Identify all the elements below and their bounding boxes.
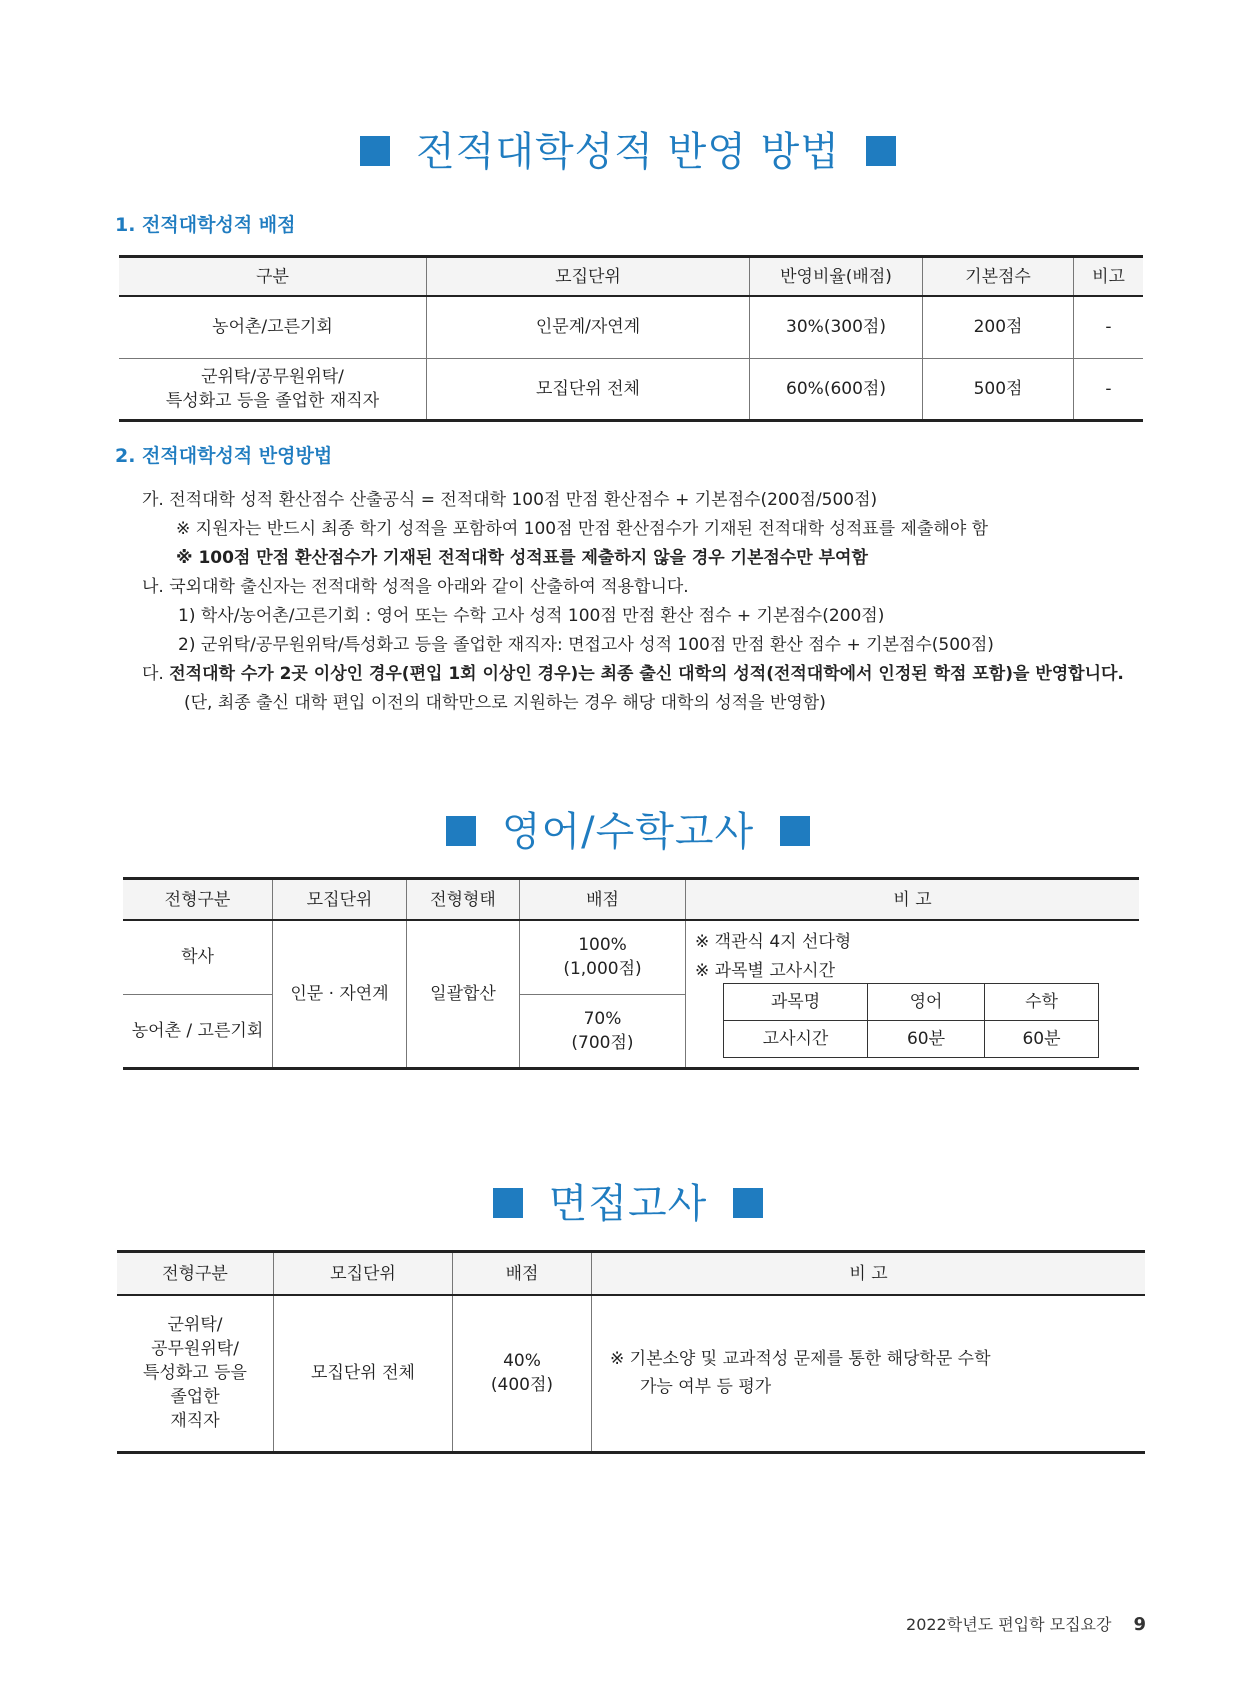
section-title-english-math: 영어/수학고사: [0, 800, 1256, 857]
table-row: [119, 296, 1143, 358]
table-cell: 학사: [123, 920, 273, 994]
table-cell: 농어촌 / 고른기회: [131, 1020, 264, 1041]
method-line-da-note: (단, 최종 출신 대학 편입 이전의 대학만으로 지원하는 경우 해당 대학의 성적을 반영함): [184, 693, 826, 713]
table-cell: [592, 1295, 1146, 1452]
method-note-2: ※ 100점 만점 환산점수가 기재된 전적대학 성적표를 제출하지 않을 경우 기본점수만 부여함: [176, 548, 868, 568]
table-cell: 모집단위 전체: [427, 358, 750, 420]
table-cell: 200점: [923, 296, 1074, 358]
cell-line: 40%: [503, 1351, 541, 1372]
method-line-da: [142, 659, 1124, 684]
page-footer: [906, 1612, 1146, 1635]
table-header: 배점: [520, 879, 686, 921]
table-cell: 인문 · 자연계: [273, 920, 407, 1068]
table-cell: [520, 920, 686, 994]
cell-line: 공무원위탁/: [151, 1339, 239, 1360]
table-header: 반영비율(배점): [750, 257, 923, 297]
table-header: 비고: [1074, 257, 1144, 297]
grade-points-table: [119, 255, 1143, 422]
cell-line: 70%: [583, 1008, 622, 1029]
table-cell: 500점: [923, 358, 1074, 420]
cell-line: 특성화고 등을 졸업한 재직자: [165, 390, 380, 411]
table-header-row: [117, 1252, 1145, 1296]
table-cell: 영어: [868, 984, 985, 1021]
table-header: 전형구분: [117, 1252, 274, 1296]
section-title-grade: 전적대학성적 반영 방법: [0, 120, 1256, 177]
cell-line: (1,000점): [563, 959, 642, 980]
interview-table: [117, 1250, 1145, 1454]
subtitle-grade-points: 1. 전적대학성적 배점: [115, 214, 296, 236]
table-header: 구분: [119, 257, 427, 297]
table-cell: 인문계/자연계: [427, 296, 750, 358]
cell-line: (700점): [571, 1032, 634, 1053]
method-line-na-2: 2) 군위탁/공무원위탁/특성화고 등을 졸업한 재직자: 면접고사 성적 100점 만점 환산 점수 + 기본점수(500점): [178, 635, 994, 655]
square-bullet-icon: [733, 1188, 763, 1218]
table-row: [724, 984, 1099, 1021]
table-cell: [453, 1295, 592, 1452]
table-header: 전형형태: [407, 879, 520, 921]
square-bullet-icon: [493, 1188, 523, 1218]
exam-time-table: [723, 983, 1099, 1058]
cell-line: 졸업한: [170, 1387, 220, 1408]
table-header: 배점: [453, 1252, 592, 1296]
cell-line: 재직자: [170, 1411, 220, 1432]
table-header: 기본점수: [923, 257, 1074, 297]
table-header: 비 고: [592, 1252, 1146, 1296]
square-bullet-icon: [360, 136, 390, 166]
table-row: [119, 358, 1143, 420]
table-header: 비 고: [686, 879, 1140, 921]
table-cell: 일괄합산: [407, 920, 520, 1068]
table-cell: 30%(300점): [750, 296, 923, 358]
table-row: [724, 1021, 1099, 1058]
english-math-note-1: ※ 객관식 4지 선다형: [695, 932, 852, 952]
table-header: 모집단위: [274, 1252, 453, 1296]
cell-line: (400점): [490, 1375, 554, 1396]
cell-line: 가능 여부 등 평가: [640, 1377, 772, 1398]
table-header: 전형구분: [123, 879, 273, 921]
table-cell: 모집단위 전체: [274, 1295, 453, 1452]
table-cell: [119, 358, 427, 420]
table-cell: 60분: [868, 1021, 985, 1058]
table-cell: 60분: [985, 1021, 1099, 1058]
method-note-1: ※ 지원자는 반드시 최종 학기 성적을 포함하여 100점 만점 환산점수가 기재된 전적대학 성적표를 제출해야 함: [176, 519, 989, 539]
english-math-note-2: ※ 과목별 고사시간: [695, 961, 836, 981]
square-bullet-icon: [446, 816, 476, 846]
table-header: 모집단위: [273, 879, 407, 921]
method-line-ga: 가. 전적대학 성적 환산점수 산출공식 = 전적대학 100점 만점 환산점수 + 기본점수(200점/500점): [142, 490, 878, 510]
cell-line: 군위탁/공무원위탁/: [201, 366, 344, 387]
table-row: [117, 1295, 1145, 1452]
square-bullet-icon: [780, 816, 810, 846]
method-da-text: 전적대학 수가 2곳 이상인 경우(편입 1회 이상인 경우)는 최종 출신 대학의 성적(전적대학에서 인정된 학점 포함)을 반영합니다.: [169, 664, 1124, 684]
table-cell: 농어촌/고른기회: [119, 296, 427, 358]
cell-line: 특성화고 등을: [143, 1363, 247, 1384]
table-header-row: [119, 257, 1143, 297]
method-line-na-1: 1) 학사/농어촌/고른기회 : 영어 또는 수학 고사 성적 100점 만점 환산 점수 + 기본점수(200점): [178, 606, 885, 626]
table-cell: [520, 994, 686, 1068]
table-header-row: [123, 879, 1139, 921]
cell-line: ※ 기본소양 및 교과적성 문제를 통한 해당학문 수학: [610, 1349, 991, 1370]
table-cell: 수학: [985, 984, 1099, 1021]
table-header: 모집단위: [427, 257, 750, 297]
table-cell: 60%(600점): [750, 358, 923, 420]
cell-line: 100%: [578, 935, 627, 956]
cell-line: 군위탁/: [167, 1315, 223, 1336]
square-bullet-icon: [866, 136, 896, 166]
footer-text: 2022학년도 편입학 모집요강: [906, 1615, 1112, 1634]
page-number: 9: [1133, 1614, 1146, 1635]
method-da-marker: 다.: [142, 664, 164, 684]
method-line-na: 나. 국외대학 출신자는 전적대학 성적을 아래와 같이 산출하여 적용합니다.: [142, 577, 689, 597]
subtitle-grade-method: 2. 전적대학성적 반영방법: [115, 445, 333, 467]
table-cell: 과목명: [724, 984, 868, 1021]
table-cell: [117, 1295, 274, 1452]
section-title-interview: 면접고사: [0, 1172, 1256, 1229]
table-cell: -: [1074, 358, 1144, 420]
table-cell: -: [1074, 296, 1144, 358]
table-cell: 고사시간: [724, 1021, 868, 1058]
